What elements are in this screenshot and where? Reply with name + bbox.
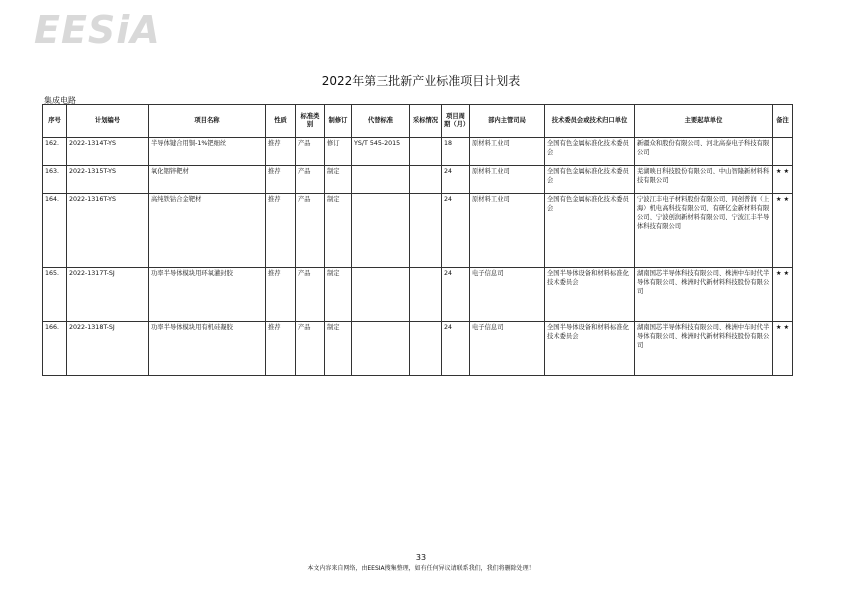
cell-revise: 制定 xyxy=(325,166,352,194)
cell-plan: 2022-1317T-SJ xyxy=(67,268,149,322)
cell-drafters: 芜湖映日科技股份有限公司、中山智隆新材料科技有限公司 xyxy=(635,166,773,194)
cell-replace xyxy=(352,166,410,194)
cell-drafters: 新疆众和股份有限公司、河北高泰电子科技有限公司 xyxy=(635,138,773,166)
col-header: 计划编号 xyxy=(67,105,149,138)
table-row xyxy=(43,322,793,376)
col-header: 备注 xyxy=(773,105,793,138)
cell-committee: 全国有色金属标准化技术委员会 xyxy=(545,166,635,194)
cell-cycle: 24 xyxy=(442,166,470,194)
cell-nature: 推荐 xyxy=(266,194,296,268)
cell-category: 产品 xyxy=(296,166,325,194)
cell-note xyxy=(773,138,793,166)
cell-plan: 2022-1314T-YS xyxy=(67,138,149,166)
eesia-logo: EESiA xyxy=(34,8,161,52)
cell-category: 产品 xyxy=(296,138,325,166)
cell-drafters: 湖南国芯半导体科技有限公司、株洲中车时代半导体有限公司、株洲时代新材料科技股份有限公司 xyxy=(635,268,773,322)
col-header: 采标情况 xyxy=(410,105,442,138)
cell-note: ★ ★ xyxy=(773,268,793,322)
cell-replace: YS/T 545-2015 xyxy=(352,138,410,166)
col-header: 性质 xyxy=(266,105,296,138)
cell-revise: 制定 xyxy=(325,268,352,322)
cell-category: 产品 xyxy=(296,268,325,322)
cell-drafters: 宁波江丰电子材料股份有限公司、同创普润（上海）机电高科技有限公司、有研亿金新材料有限公司、宁波创润新材料有限公司、宁波江丰半导体科技有限公司 xyxy=(635,194,773,268)
cell-no: 162. xyxy=(43,138,67,166)
table-row xyxy=(43,138,793,166)
col-header: 技术委员会或技术归口单位 xyxy=(545,105,635,138)
cell-adopt xyxy=(410,322,442,376)
cell-dept: 原材料工业司 xyxy=(470,194,545,268)
col-header: 制修订 xyxy=(325,105,352,138)
cell-adopt xyxy=(410,138,442,166)
col-header: 项目名称 xyxy=(149,105,266,138)
cell-name: 半导体键合用铜-1%钯细丝 xyxy=(149,138,266,166)
cell-category: 产品 xyxy=(296,322,325,376)
cell-no: 166. xyxy=(43,322,67,376)
col-header: 代替标准 xyxy=(352,105,410,138)
cell-no: 165. xyxy=(43,268,67,322)
cell-revise: 制定 xyxy=(325,194,352,268)
table-row xyxy=(43,166,793,194)
table-header-row xyxy=(43,105,793,138)
cell-note: ★ ★ xyxy=(773,322,793,376)
cell-cycle: 18 xyxy=(442,138,470,166)
cell-plan: 2022-1318T-SJ xyxy=(67,322,149,376)
cell-drafters: 湖南国芯半导体科技有限公司、株洲中车时代半导体有限公司、株洲时代新材料科技股份有限公司 xyxy=(635,322,773,376)
cell-committee: 全国有色金属标准化技术委员会 xyxy=(545,194,635,268)
standards-table xyxy=(42,104,793,376)
cell-category: 产品 xyxy=(296,194,325,268)
cell-note: ★ ★ xyxy=(773,166,793,194)
cell-name: 氧化铟锌靶材 xyxy=(149,166,266,194)
cell-committee: 全国半导体设备和材料标准化技术委员会 xyxy=(545,268,635,322)
cell-replace xyxy=(352,322,410,376)
table-row xyxy=(43,194,793,268)
footer-note: 本文内容来自网络，由EESIA搜集整理，如有任何异议请联系我们，我们将删除处理！ xyxy=(307,565,535,572)
cell-dept: 电子信息司 xyxy=(470,322,545,376)
cell-dept: 原材料工业司 xyxy=(470,166,545,194)
cell-nature: 推荐 xyxy=(266,166,296,194)
col-header: 项目周期（月） xyxy=(442,105,470,138)
cell-adopt xyxy=(410,194,442,268)
cell-cycle: 24 xyxy=(442,322,470,376)
cell-replace xyxy=(352,268,410,322)
cell-nature: 推荐 xyxy=(266,268,296,322)
cell-adopt xyxy=(410,166,442,194)
cell-plan: 2022-1316T-YS xyxy=(67,194,149,268)
cell-committee: 全国有色金属标准化技术委员会 xyxy=(545,138,635,166)
col-header: 部内主管司局 xyxy=(470,105,545,138)
cell-committee: 全国半导体设备和材料标准化技术委员会 xyxy=(545,322,635,376)
cell-adopt xyxy=(410,268,442,322)
cell-revise: 修订 xyxy=(325,138,352,166)
cell-revise: 制定 xyxy=(325,322,352,376)
cell-no: 163. xyxy=(43,166,67,194)
cell-note: ★ ★ xyxy=(773,194,793,268)
cell-no: 164. xyxy=(43,194,67,268)
col-header: 标准类别 xyxy=(296,105,325,138)
cell-name: 高纯铁钴合金靶材 xyxy=(149,194,266,268)
cell-dept: 电子信息司 xyxy=(470,268,545,322)
table-row xyxy=(43,268,793,322)
document-title: 2022年第三批新产业标准项目计划表 xyxy=(321,74,521,88)
section-label: 集成电路 xyxy=(44,96,76,105)
cell-replace xyxy=(352,194,410,268)
cell-cycle: 24 xyxy=(442,268,470,322)
cell-nature: 推荐 xyxy=(266,138,296,166)
cell-name: 功率半导体模块用环氧灌封胶 xyxy=(149,268,266,322)
cell-plan: 2022-1315T-YS xyxy=(67,166,149,194)
col-header: 主要起草单位 xyxy=(635,105,773,138)
cell-dept: 原材料工业司 xyxy=(470,138,545,166)
page-number: 33 xyxy=(415,553,427,562)
cell-cycle: 24 xyxy=(442,194,470,268)
cell-nature: 推荐 xyxy=(266,322,296,376)
col-header: 序号 xyxy=(43,105,67,138)
cell-name: 功率半导体模块用有机硅凝胶 xyxy=(149,322,266,376)
